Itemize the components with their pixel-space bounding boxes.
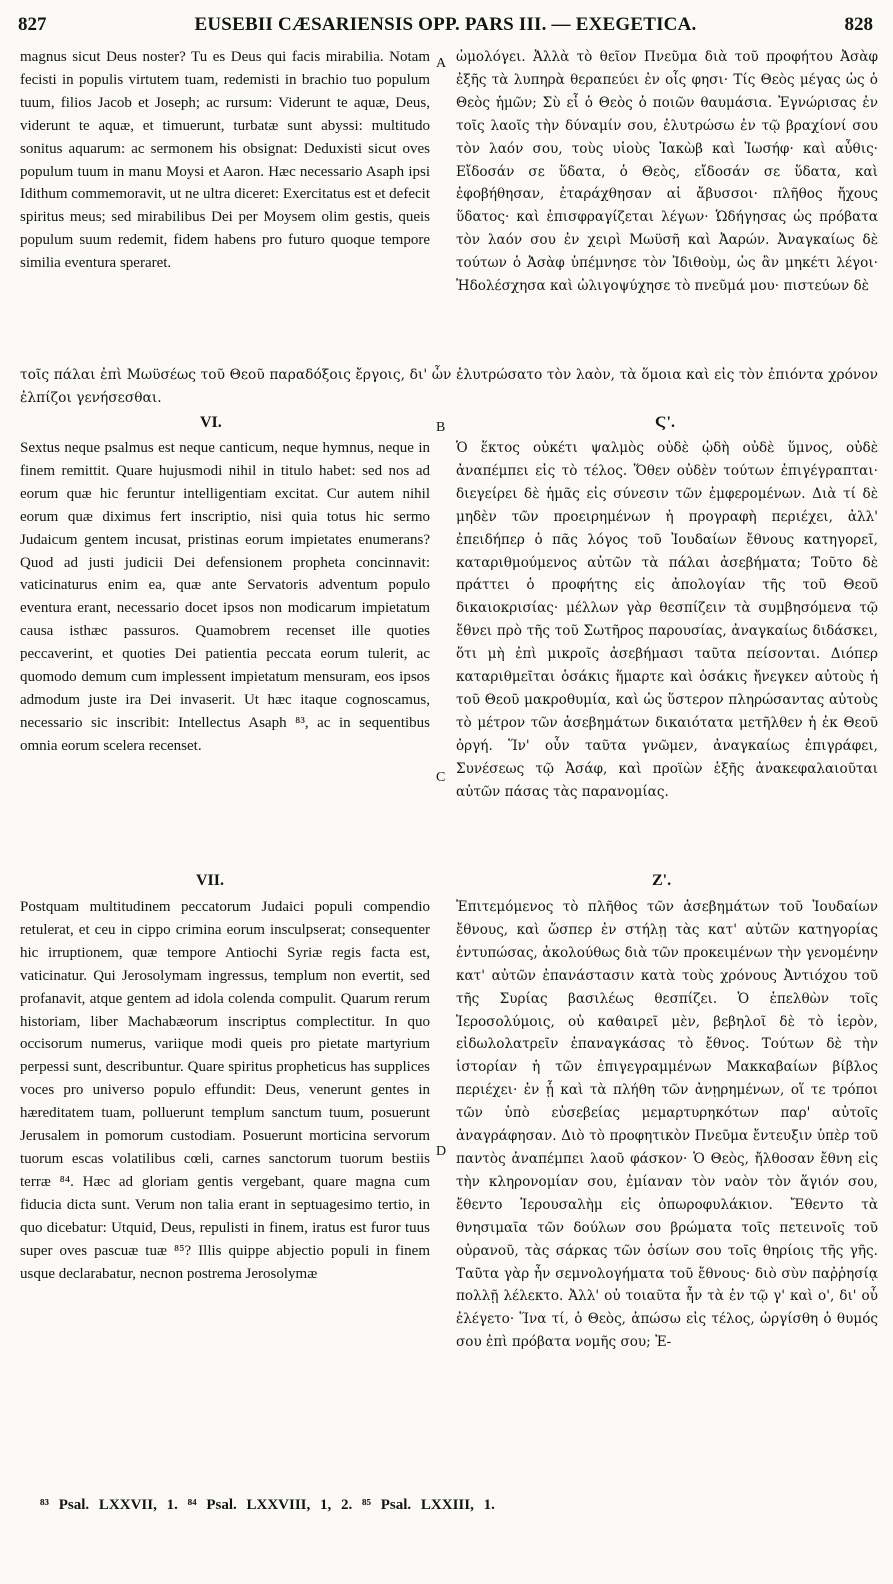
page-number-right: 828: [844, 14, 873, 35]
latin-vii-text: Postquam multitudinem peccatorum Judaici populi compendio retulerat, et ceu in cippo crimina eorum insculpserat; consequenter hic irruptionem, quæ tempore Antiochi Syriæ regis facta est, vaticinatur. Qui Jerosolymam ingressus, templum non evertit, sed profanavit, atque gentem ad idola colenda compulit. Quarum rerum historiam, liber Machabæorum inscriptus complectitur. In quo occisorum numerus, variique modi queis pro pietate martyrium perpessi sunt, describuntur. Quare spiritus propheticus has supplices voces pro universo populo effundit: Deus, venerunt gentes in hæreditatem tuam, polluerunt templum sanctum tuum, posuerunt Jerusalem in pomorum custodiam. Posuerunt morticina servorum tuorum escas volatilibus cœli, carnes sanctorum tuorum bestiis terræ ⁸⁴. Hæc ad gloriam gentis vergebant, quare magna cum fiducia dicta sunt. Verum non talia erant in septuagesimo tertio, in quo dicebatur: Utquid, Deus, repulisti in finem, iratus est furor tuus super oves pascuæ tuæ ⁸⁵? Illis quippe abjectio populi in finem usque declarabatur, necnon postrema Jerosolymæ: [20, 899, 430, 1282]
greek-column-intro: [456, 46, 878, 366]
section-heading-vii-greek: Ζ'.: [652, 872, 672, 889]
latin-column-vi: [20, 437, 430, 867]
greek-vii-text: Ἐπιτεμόμενος τὸ πλῆθος τῶν ἀσεβημάτων τοῦ Ἰουδαίων ἔθνους, καὶ ὥσπερ ἐν στήλῃ τὰς κατ' αὐτῶν κατηγορίας ἐντυπώσας, ἀκολούθως διὰ τῶν προκειμένων τὴν γενομένην κατ' αὐτῶν ἐπανάστασιν κατὰ τοὺς χρόνους Ἀντιόχου τοῦ τῆς Συρίας βασιλέως θεσπίζει. Ὁ ἐπελθὼν τοῖς Ἱεροσολύμοις, οὐ καθαιρεῖ μὲν, βεβηλοῖ δὲ τὸ ἱερὸν, εἰδωλολατρεῖν ἐπαναγκάσας τὸ ἔθνος. Τούτων δὲ τὴν ἱστορίαν ἡ τῶν ἐπιγεγραμμένων Μακκαβαίων βίβλος περιέχει· ἐν ᾗ καὶ τὰ πλήθη τῶν ἀνῃρημένων, οἵ τε τρόποι τῶν ὑπὸ εὐσεβείας μεμαρτυρηκότων παρ' αὐτοῖς ἀναγράφησαν. Διὸ τὸ προφητικὸν Πνεῦμα ἔντευξιν ὑπὲρ τοῦ παντὸς ἀναπέμπει λαοῦ φάσκον· Ὁ Θεὸς, ἤλθοσαν ἔθνη εἰς τὴν κληρονομίαν σου, ἐμίαναν τὸν ναὸν τὸν ἅγιόν σου, ἔθεντο Ἱερουσαλὴμ εἰς ὀπωροφυλάκιον. Ἔθεντο τὰ θνησιμαῖα τῶν δούλων σου βρώματα τοῖς πετεινοῖς τοῦ οὐρανοῦ, τὰς σάρκας τῶν ὁσίων σου τοῖς θηρίοις τῆς γῆς. Ταῦτα γὰρ ἦν σεμνολογήματα τοῦ ἔθνους· διὸ σὺν παῤῥησίᾳ πολλῇ λέλεκτο. Ἀλλ' οὐ τοιαῦτα ἦν τὰ ἐν τῷ γ' καὶ ο', δι' οὗ ἐλέγετο· Ἵνα τί, ὁ Θεὸς, ἀπώσω εἰς τέλος, ὠργίσθη ὁ θυμός σου ἐπὶ πρόβατα νομῆς σου; Ἐ-: [456, 899, 878, 1351]
section-heading-vii-latin: VII.: [196, 872, 225, 889]
page-header: [18, 14, 873, 42]
footnotes: ⁸³ Psal. LXXVII, 1. ⁸⁴ Psal. LXXVIII, 1, 2. ⁸⁵ Psal. LXXIII, 1.: [40, 1497, 495, 1513]
greek-column-vii: [456, 896, 878, 1476]
margin-marker-a: A: [436, 56, 447, 71]
section-heading-vi-greek: Ϛ'.: [655, 414, 675, 431]
latin-intro-text: magnus sicut Deus noster? Tu es Deus qui facis mirabilia. Notam fecisti in populis virtutem tuam, redemisti in brachio tuo populum tuum, filios Jacob et Joseph; ac rursum: Viderunt te aquæ, Deus, viderunt te aquæ, et timuerunt, turbatæ sunt abyssi: multitudo sonitus aquarum: ac sermonem his obsignat: Deduxisti sicut oves populum tuum in manu Moysi et Aaron. Hæc necessario Asaph ipsi Idithum commemoravit, ut ne ultra diceret: Exercitatus est et defecit spiritus meus; sed mirabilibus Dei per Moysem olim gestis, queis populum suum redemit, fidem habens pro futuro quoque tempore similia eventura speraret.: [20, 49, 430, 272]
greek-column-vi: [456, 437, 878, 867]
page-number-left: 827: [18, 14, 47, 35]
latin-column-intro: [20, 46, 430, 366]
latin-column-vii: [20, 896, 430, 1476]
greek-intro-continuation: τοῖς πάλαι ἐπὶ Μωϋσέως τοῦ Θεοῦ παραδόξοις ἔργοις, δι' ὧν ἐλυτρώσατο τὸν λαὸν, τὰ ὅμοια καὶ εἰς τὸν ἐπιόντα χρόνον ἐλπίζοι γενήσεσθαι.: [20, 367, 878, 406]
margin-marker-b: B: [436, 420, 446, 435]
running-title: EUSEBII CÆSARIENSIS OPP. PARS III. — EXEGETICA.: [194, 14, 697, 35]
margin-marker-c: C: [436, 770, 446, 785]
latin-vi-text: Sextus neque psalmus est neque canticum, neque hymnus, neque in finem remittit. Quare hujusmodi nihil in titulo habet: sed nos ad eorum quæ hic feruntur intelligentiam excitat. Cur autem nihil eorum quæ diximus fert inscriptio, nisi quia totus hic sermo Judaicum gentem incusat, pristinas eorum impietates enumerans? Quod ad justi judicii Dei defensionem propheta concinnavit: vaticinaturus enim ea, quæ ante Servatoris adventum populo eventura erant, necessario docet ipsos non modicarum impietatum causa isthæc passuros. Quamobrem recenset ille quoties peccaverint, et quoties Dei patientia peccata eorum tulerit, ac quomodo demum cum implessent impietatum mensuram, eos ipsos admodum juste ira Dei invaserit. Ut hæc itaque cognoscamus, necessario sic inscribit: Intellectus Asaph ⁸³, ac in sequentibus omnia eorum scelera recenset.: [20, 440, 430, 754]
margin-marker-d: D: [436, 1144, 447, 1159]
section-heading-vi-latin: VI.: [200, 414, 222, 431]
greek-vi-text: Ὁ ἕκτος οὐκέτι ψαλμὸς οὐδὲ ᾠδὴ οὐδὲ ὕμνος, οὐδὲ ἀναπέμπει εἰς τὸ τέλος. Ὅθεν οὐδὲν τούτων ἐπιγέγραπται· διεγείρει δὲ ἡμᾶς εἰς σύνεσιν τῶν ἐμφερομένων. Διὰ τί δὲ μηδὲν τῶν προειρημένων ἡ προγραφὴ περιέχει, ἀλλ' ἐπειδήπερ ὁ πᾶς λόγος τοῦ Ἰουδαίων ἔθνους κατηγορεῖ, καταριθμούμενος αὐτῶν τὰ πάλαι ἀσεβήματα; Τοῦτο δὲ πράττει ὁ προφήτης εἰς ἀπολογίαν τῆς τοῦ Θεοῦ δικαιοκρισίας· μέλλων γὰρ θεσπίζειν τὰ συμβησόμενα τῷ ἔθνει πρὸ τῆς τοῦ Σωτῆρος παρουσίας, ἀναγκαίως διδάσκει, ὅτι μὴ ἐπὶ μικροῖς ἀσεβήμασι ταῦτα πείσονται. Διόπερ καταριθμεῖται ὁσάκις ἥμαρτε καὶ ὁσάκις ἤνεγκεν αὐτοὺς ἡ τοῦ Θεοῦ μακροθυμία, καὶ ὡς ὕστερον πληρώσαντας αὐτοὺς τὸ μέτρον τῶν ἀσεβημάτων δικαιότατα μετῆλθεν ἡ ἐκ Θεοῦ ὀργή. Ἵν' οὖν ταῦτα γνῶμεν, ἀναγκαίως ἐπιγράφει, Συνέσεως τῷ Ἀσάφ, καὶ προϊὼν ἑξῆς ἀνακεφαλαιοῦται αὐτῶν πάσας τὰς παρανομίας.: [456, 440, 878, 800]
greek-intro-text: ὡμολόγει. Ἀλλὰ τὸ θεῖον Πνεῦμα διὰ τοῦ προφήτου Ἀσὰφ ἐξῆς τὰ λυπηρὰ θεραπεύει ἐν οἷς φησι· Τίς Θεὸς μέγας ὡς ὁ Θεὸς ἡμῶν; Σὺ εἶ ὁ Θεὸς ὁ ποιῶν θαυμάσια. Ἐγνώρισας ἐν τοῖς λαοῖς τὴν δύναμίν σου, ἐλυτρώσω ἐν τῷ βραχίονί σου τὸν λαόν σου, τοὺς υἱοὺς Ἰακὼβ καὶ Ἰωσήφ· καὶ αὖθις· Εἴδοσάν σε ὕδατα, ὁ Θεὸς, εἴδοσάν σε ὕδατα, καὶ ἐφοβήθησαν, ἐταράχθησαν αἱ ἄβυσσοι· πλῆθος ἤχους ὕδατος· καὶ ἐπισφραγίζεται λέγων· Ὡδήγησας ὡς πρόβατα τὸν λαόν σου ἐν χειρὶ Μωϋσῆ καὶ Ἀαρών. Ἀναγκαίως δὲ τούτων ὁ Ἀσὰφ ὑπέμνησε τὸν Ἰδιθοὺμ, ὡς ἂν μηκέτι λέγοι· Ἠδολέσχησα καὶ ὠλιγοψύχησε τὸ πνεῦμά μου· πιστεύων δὲ: [456, 49, 878, 295]
